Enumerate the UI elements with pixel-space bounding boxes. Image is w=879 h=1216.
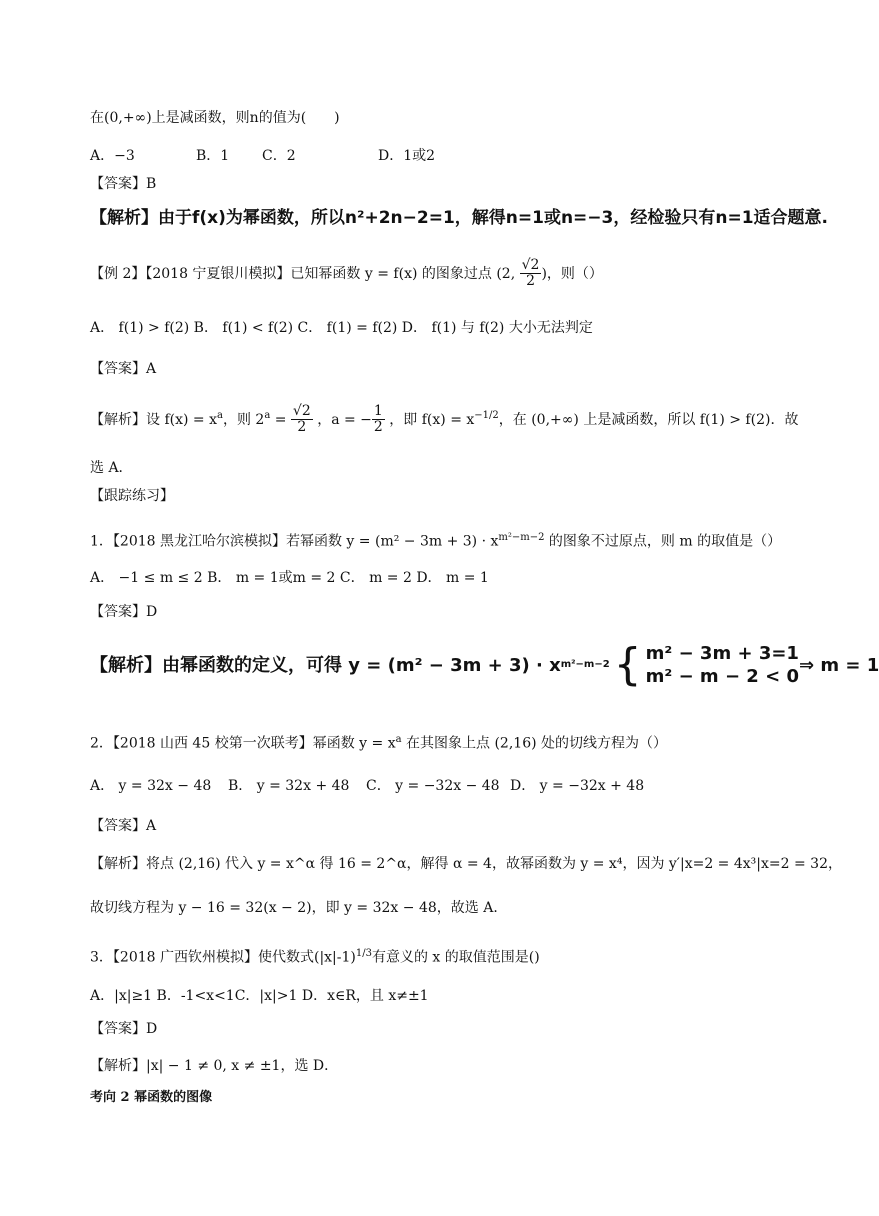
ex2-answer: 【答案】A [90,361,157,377]
option-d: D．1或2 [378,148,436,164]
analysis-part: 【解析】由幂函数的定义，可得 y = (m² − 3m + 3) · x [90,654,561,676]
ex2-analysis-end: 选 A． [90,460,133,476]
fraction-numerator: √2 [521,257,540,273]
equation-system [646,642,799,689]
exponent: 1/3 [355,948,372,959]
stem-part: 有意义的 x 的取值范围是() [371,949,540,966]
analysis-part: 【解析】设 f(x) = x [90,411,217,428]
analysis-part: = [270,411,291,428]
option-a: A． y = 32x − 48 [90,778,212,794]
ex1-analysis: 【解析】由于f(x)为幂函数，所以n²+2n−2=1，解得n=1或n=−3，经检验只有n=1适合题意. [90,208,828,228]
exponent: a [216,410,223,422]
section-follow-practice: 【跟踪练习】 [90,488,174,504]
section-heading: 考向 2 幂函数的图像 [90,1090,213,1105]
ex1-stem: 在(0,+∞)上是减函数，则n的值为( ) [90,110,340,126]
ex2-stem-suffix: )，则（） [541,265,603,282]
q1-stem [90,532,781,550]
exponent: −1/2 [474,410,499,422]
fraction-numerator: √2 [292,403,311,419]
fraction-denominator: 2 [526,273,535,290]
analysis-part: ，a = − [312,411,372,428]
system-line: m² − 3m + 3=1 [645,643,799,664]
one-half [372,404,385,436]
analysis-part: ，则 2 [222,411,265,428]
stem-part: 的图象不过原点，则 m 的取值是（） [544,533,782,550]
option-c: C． y = −32x − 48 [366,778,500,794]
ex2-stem-prefix: 【例 2】【2018 宁夏银川模拟】已知幂函数 y = f(x) 的图象过点 (2, [90,265,520,282]
q2-analysis-2: 故切线方程为 y − 16 = 32(x − 2)，即 y = 32x − 48，故选 A． [90,900,508,916]
exponent: a [264,410,271,422]
option-b: B．1 [196,148,230,164]
stem-part: 在其图象上点 (2,16) 处的切线方程为（） [401,735,668,752]
ex2-fraction [520,258,542,290]
analysis-part: ，即 f(x) = x [384,411,475,428]
q1-options: A． −1 ≤ m ≤ 2 B． m = 1或m = 2 C． m = 2 D． m = 1 [90,570,489,586]
ex1-answer: 【答案】B [90,176,157,192]
ex2-stem [90,258,603,290]
q1-analysis-row [90,639,879,691]
q3-stem [90,948,540,966]
q1-analysis [90,639,879,691]
fraction-denominator: 2 [373,419,383,436]
sqrt2-over-2 [291,404,313,436]
q3-answer: 【答案】D [90,1021,158,1037]
q2-analysis-1: 【解析】将点 (2,16) 代入 y = x^α 得 16 = 2^α，解得 α = 4，故幂函数为 y = x⁴，因为 y′|x=2 = 4x³|x=2 = 32， [90,856,842,872]
q3-options: A．|x|≥1 B．-1<x<1C．|x|>1 D．x∈R，且 x≠±1 [90,988,429,1004]
system-line: m² − m − 2 < 0 [645,666,799,688]
option-d: D． y = −32x + 48 [510,778,645,794]
option-c: C．2 [262,148,296,164]
option-a: A．−3 [90,148,135,164]
ex2-options: A． f(1) > f(2) B． f(1) < f(2) C． f(1) = f(2) D． f(1) 与 f(2) 大小无法判定 [90,320,593,336]
exponent: m²−m−2 [560,659,610,671]
q3-analysis: 【解析】|x| − 1 ≠ 0, x ≠ ±1，选 D． [90,1058,339,1074]
analysis-part: ⇒ m = 1 [798,654,879,676]
exponent: a [395,734,402,745]
left-brace-icon: { [613,639,642,691]
q1-answer: 【答案】D [90,604,158,620]
analysis-part: ，在 (0,+∞) 上是减函数，所以 f(1) > f(2)．故 [498,411,799,428]
q2-answer: 【答案】A [90,818,157,834]
fraction-denominator: 2 [297,419,307,436]
stem-part: 3．【2018 广西钦州模拟】使代数式(|x|-1) [90,949,356,966]
option-b: B． y = 32x + 48 [228,778,350,794]
fraction-numerator: 1 [373,403,383,419]
stem-part: 1．【2018 黑龙江哈尔滨模拟】若幂函数 y = (m² − 3m + 3) · x [90,533,499,550]
stem-part: 2．【2018 山西 45 校第一次联考】幂函数 y = x [90,735,396,752]
q2-stem [90,734,667,752]
exponent: m²−m−2 [498,532,545,543]
ex2-analysis [90,404,798,436]
